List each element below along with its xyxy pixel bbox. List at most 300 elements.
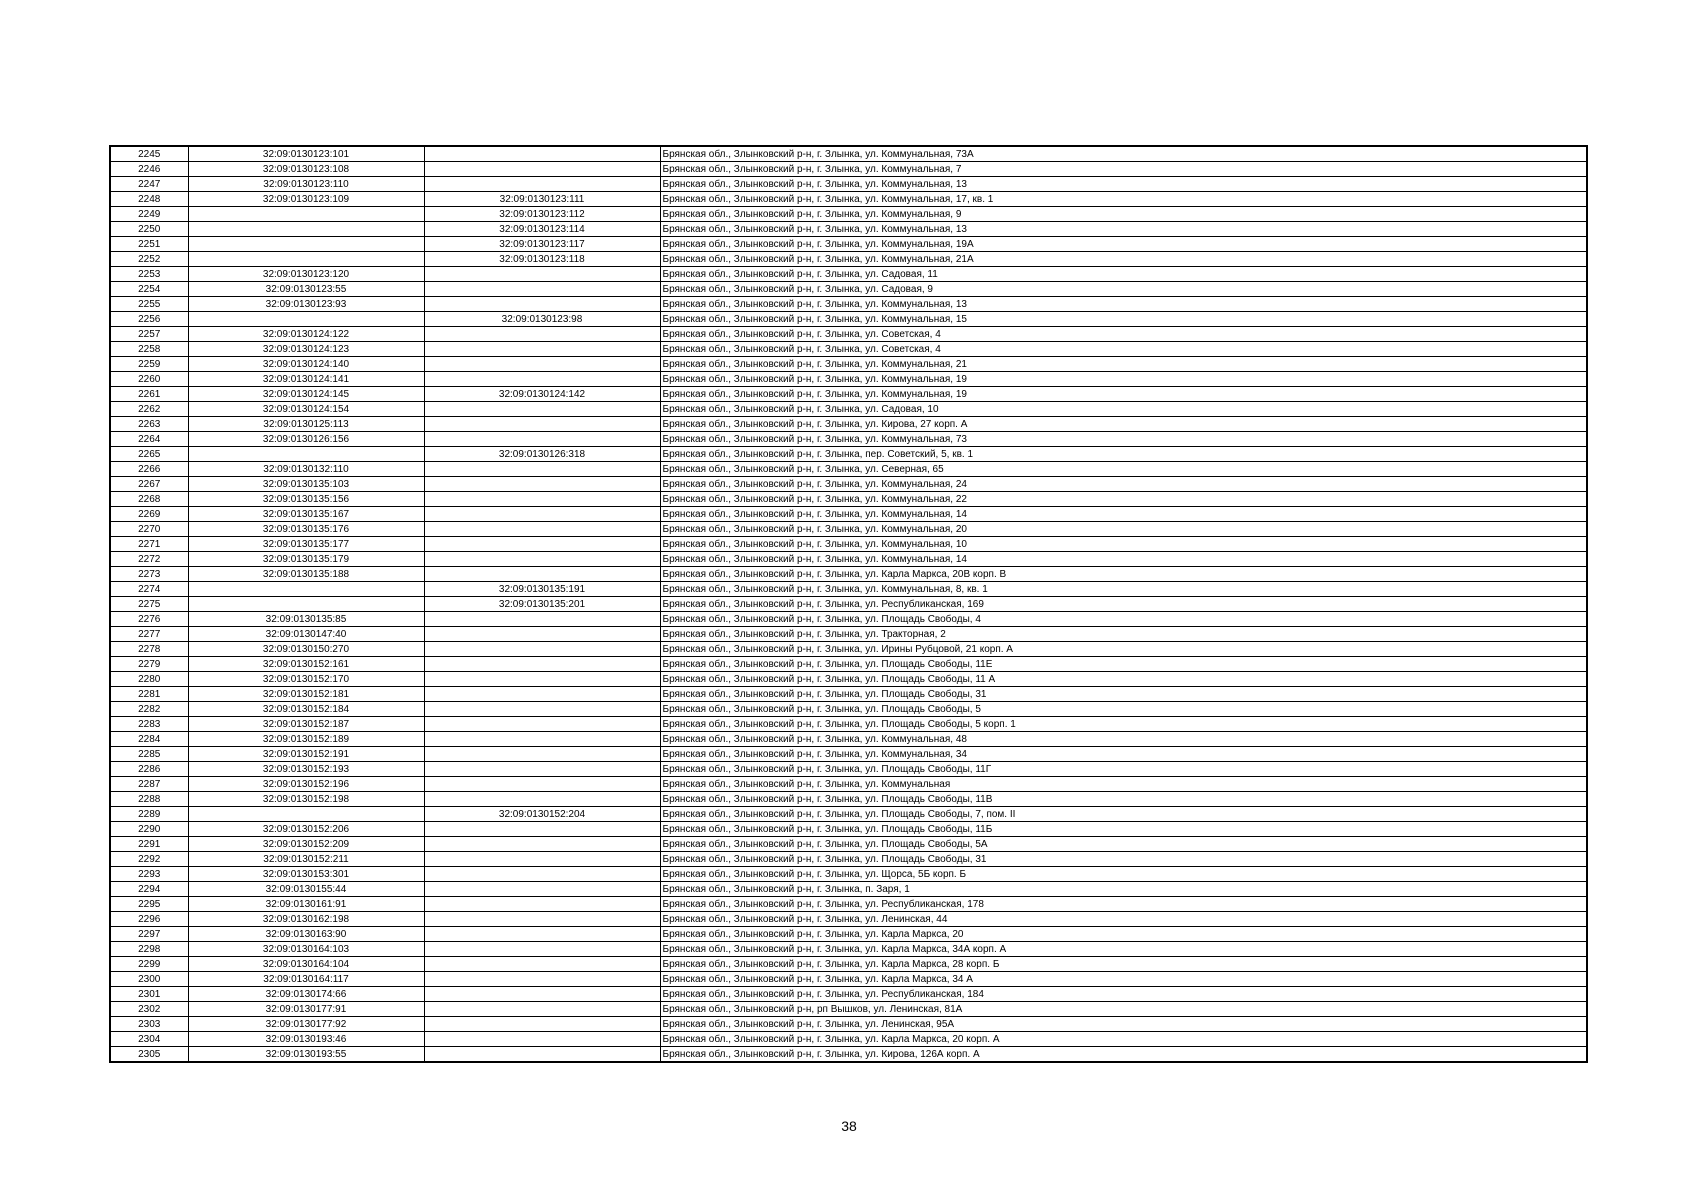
related-cadastral-number-cell xyxy=(424,657,660,672)
row-number-cell: 2303 xyxy=(110,1017,188,1032)
related-cadastral-number-cell xyxy=(424,642,660,657)
table-row xyxy=(110,597,1587,612)
address-cell: Брянская обл., Злынковский р-н, г. Злынка, ул. Площадь Свободы, 31 xyxy=(660,852,1587,867)
row-number-cell: 2256 xyxy=(110,312,188,327)
row-number-cell: 2296 xyxy=(110,912,188,927)
address-cell: Брянская обл., Злынковский р-н, г. Злынка, ул. Площадь Свободы, 11В xyxy=(660,792,1587,807)
row-number-cell: 2282 xyxy=(110,702,188,717)
row-number-cell: 2305 xyxy=(110,1047,188,1063)
row-number-cell: 2293 xyxy=(110,867,188,882)
table-body xyxy=(110,146,1587,1062)
address-cell: Брянская обл., Злынковский р-н, г. Злынка, ул. Карла Маркса, 28 корп. Б xyxy=(660,957,1587,972)
table-row xyxy=(110,1032,1587,1047)
cadastral-number-cell: 32:09:0130152:184 xyxy=(188,702,424,717)
row-number-cell: 2264 xyxy=(110,432,188,447)
address-cell: Брянская обл., Злынковский р-н, г. Злынка, ул. Коммунальная, 19 xyxy=(660,387,1587,402)
related-cadastral-number-cell xyxy=(424,162,660,177)
row-number-cell: 2271 xyxy=(110,537,188,552)
cadastral-number-cell: 32:09:0130193:46 xyxy=(188,1032,424,1047)
table-row xyxy=(110,477,1587,492)
table-row xyxy=(110,702,1587,717)
table-row xyxy=(110,537,1587,552)
cadastral-number-cell: 32:09:0130124:145 xyxy=(188,387,424,402)
address-cell: Брянская обл., Злынковский р-н, г. Злынка, ул. Площадь Свободы, 5А xyxy=(660,837,1587,852)
table-row xyxy=(110,146,1587,162)
address-cell: Брянская обл., Злынковский р-н, г. Злынка, ул. Советская, 4 xyxy=(660,342,1587,357)
row-number-cell: 2266 xyxy=(110,462,188,477)
address-cell: Брянская обл., Злынковский р-н, г. Злынка, ул. Площадь Свободы, 7, пом. II xyxy=(660,807,1587,822)
row-number-cell: 2290 xyxy=(110,822,188,837)
row-number-cell: 2302 xyxy=(110,1002,188,1017)
address-cell: Брянская обл., Злынковский р-н, г. Злынка, ул. Ирины Рубцовой, 21 корп. А xyxy=(660,642,1587,657)
related-cadastral-number-cell xyxy=(424,177,660,192)
row-number-cell: 2259 xyxy=(110,357,188,372)
related-cadastral-number-cell xyxy=(424,777,660,792)
cadastral-number-cell: 32:09:0130135:156 xyxy=(188,492,424,507)
related-cadastral-number-cell xyxy=(424,912,660,927)
table-row xyxy=(110,852,1587,867)
cadastral-number-cell: 32:09:0130135:103 xyxy=(188,477,424,492)
cadastral-number-cell: 32:09:0130177:92 xyxy=(188,1017,424,1032)
address-cell: Брянская обл., Злынковский р-н, г. Злынка, ул. Площадь Свободы, 4 xyxy=(660,612,1587,627)
table-row xyxy=(110,222,1587,237)
table-row xyxy=(110,267,1587,282)
cadastral-number-cell: 32:09:0130124:140 xyxy=(188,357,424,372)
table-row xyxy=(110,882,1587,897)
related-cadastral-number-cell xyxy=(424,297,660,312)
address-cell: Брянская обл., Злынковский р-н, г. Злынка, ул. Коммунальная, 19 xyxy=(660,372,1587,387)
row-number-cell: 2258 xyxy=(110,342,188,357)
related-cadastral-number-cell xyxy=(424,567,660,582)
cadastral-number-cell xyxy=(188,207,424,222)
related-cadastral-number-cell xyxy=(424,987,660,1002)
row-number-cell: 2287 xyxy=(110,777,188,792)
row-number-cell: 2289 xyxy=(110,807,188,822)
related-cadastral-number-cell xyxy=(424,1032,660,1047)
table-row xyxy=(110,657,1587,672)
row-number-cell: 2294 xyxy=(110,882,188,897)
cadastral-number-cell: 32:09:0130124:154 xyxy=(188,402,424,417)
table-row xyxy=(110,777,1587,792)
row-number-cell: 2260 xyxy=(110,372,188,387)
row-number-cell: 2252 xyxy=(110,252,188,267)
related-cadastral-number-cell xyxy=(424,897,660,912)
address-cell: Брянская обл., Злынковский р-н, г. Злынка, ул. Кирова, 126А корп. А xyxy=(660,1047,1587,1063)
cadastral-number-cell: 32:09:0130123:93 xyxy=(188,297,424,312)
table-row xyxy=(110,732,1587,747)
table-row xyxy=(110,612,1587,627)
cadastral-number-cell: 32:09:0130162:198 xyxy=(188,912,424,927)
address-cell: Брянская обл., Злынковский р-н, г. Злынка, пер. Советский, 5, кв. 1 xyxy=(660,447,1587,462)
table-row xyxy=(110,912,1587,927)
row-number-cell: 2288 xyxy=(110,792,188,807)
cadastral-number-cell: 32:09:0130152:170 xyxy=(188,672,424,687)
table-row xyxy=(110,762,1587,777)
table-row xyxy=(110,342,1587,357)
related-cadastral-number-cell xyxy=(424,417,660,432)
cadastral-number-cell: 32:09:0130124:122 xyxy=(188,327,424,342)
address-cell: Брянская обл., Злынковский р-н, г. Злынка, ул. Ленинская, 95А xyxy=(660,1017,1587,1032)
related-cadastral-number-cell xyxy=(424,762,660,777)
cadastral-number-cell: 32:09:0130123:110 xyxy=(188,177,424,192)
address-cell: Брянская обл., Злынковский р-н, г. Злынка, ул. Республиканская, 178 xyxy=(660,897,1587,912)
cadastral-number-cell: 32:09:0130150:270 xyxy=(188,642,424,657)
table-row xyxy=(110,942,1587,957)
cadastral-number-cell xyxy=(188,447,424,462)
table-row xyxy=(110,417,1587,432)
row-number-cell: 2304 xyxy=(110,1032,188,1047)
cadastral-number-cell: 32:09:0130153:301 xyxy=(188,867,424,882)
cadastral-number-cell xyxy=(188,252,424,267)
row-number-cell: 2281 xyxy=(110,687,188,702)
related-cadastral-number-cell xyxy=(424,1017,660,1032)
cadastral-number-cell: 32:09:0130152:196 xyxy=(188,777,424,792)
related-cadastral-number-cell xyxy=(424,882,660,897)
cadastral-register-table xyxy=(109,145,1588,1063)
address-cell: Брянская обл., Злынковский р-н, г. Злынка, ул. Коммунальная, 13 xyxy=(660,177,1587,192)
address-cell: Брянская обл., Злынковский р-н, г. Злынка, ул. Коммунальная, 19А xyxy=(660,237,1587,252)
address-cell: Брянская обл., Злынковский р-н, г. Злынка, ул. Коммунальная, 8, кв. 1 xyxy=(660,582,1587,597)
address-cell: Брянская обл., Злынковский р-н, г. Злынка, ул. Коммунальная, 10 xyxy=(660,537,1587,552)
table-row xyxy=(110,582,1587,597)
cadastral-number-cell: 32:09:0130161:91 xyxy=(188,897,424,912)
address-cell: Брянская обл., Злынковский р-н, г. Злынка, ул. Тракторная, 2 xyxy=(660,627,1587,642)
related-cadastral-number-cell xyxy=(424,957,660,972)
table-row xyxy=(110,462,1587,477)
cadastral-number-cell: 32:09:0130123:101 xyxy=(188,146,424,162)
address-cell: Брянская обл., Злынковский р-н, г. Злынка, ул. Площадь Свободы, 11 А xyxy=(660,672,1587,687)
related-cadastral-number-cell: 32:09:0130123:112 xyxy=(424,207,660,222)
cadastral-number-cell xyxy=(188,807,424,822)
related-cadastral-number-cell xyxy=(424,717,660,732)
cadastral-number-cell: 32:09:0130193:55 xyxy=(188,1047,424,1063)
address-cell: Брянская обл., Злынковский р-н, г. Злынка, ул. Площадь Свободы, 11Г xyxy=(660,762,1587,777)
address-cell: Брянская обл., Злынковский р-н, г. Злынка, ул. Коммунальная, 15 xyxy=(660,312,1587,327)
address-cell: Брянская обл., Злынковский р-н, г. Злынка, ул. Карла Маркса, 20В корп. В xyxy=(660,567,1587,582)
table-row xyxy=(110,807,1587,822)
row-number-cell: 2253 xyxy=(110,267,188,282)
address-cell: Брянская обл., Злынковский р-н, г. Злынка, ул. Коммунальная, 14 xyxy=(660,552,1587,567)
cadastral-number-cell xyxy=(188,582,424,597)
row-number-cell: 2277 xyxy=(110,627,188,642)
related-cadastral-number-cell xyxy=(424,432,660,447)
cadastral-number-cell: 32:09:0130177:91 xyxy=(188,1002,424,1017)
row-number-cell: 2286 xyxy=(110,762,188,777)
address-cell: Брянская обл., Злынковский р-н, рп Вышков, ул. Ленинская, 81А xyxy=(660,1002,1587,1017)
cadastral-number-cell: 32:09:0130152:187 xyxy=(188,717,424,732)
related-cadastral-number-cell xyxy=(424,357,660,372)
row-number-cell: 2285 xyxy=(110,747,188,762)
related-cadastral-number-cell: 32:09:0130124:142 xyxy=(424,387,660,402)
cadastral-number-cell: 32:09:0130135:167 xyxy=(188,507,424,522)
cadastral-number-cell: 32:09:0130152:209 xyxy=(188,837,424,852)
cadastral-number-cell: 32:09:0130123:108 xyxy=(188,162,424,177)
related-cadastral-number-cell: 32:09:0130123:111 xyxy=(424,192,660,207)
related-cadastral-number-cell: 32:09:0130123:98 xyxy=(424,312,660,327)
table-row xyxy=(110,297,1587,312)
cadastral-number-cell: 32:09:0130124:123 xyxy=(188,342,424,357)
address-cell: Брянская обл., Злынковский р-н, г. Злынка, ул. Площадь Свободы, 11Е xyxy=(660,657,1587,672)
table-row xyxy=(110,312,1587,327)
row-number-cell: 2257 xyxy=(110,327,188,342)
table-row xyxy=(110,372,1587,387)
cadastral-number-cell: 32:09:0130152:211 xyxy=(188,852,424,867)
table-row xyxy=(110,522,1587,537)
related-cadastral-number-cell xyxy=(424,687,660,702)
related-cadastral-number-cell: 32:09:0130135:191 xyxy=(424,582,660,597)
related-cadastral-number-cell xyxy=(424,327,660,342)
table-row xyxy=(110,927,1587,942)
table-row xyxy=(110,687,1587,702)
cadastral-number-cell: 32:09:0130125:113 xyxy=(188,417,424,432)
related-cadastral-number-cell xyxy=(424,747,660,762)
cadastral-number-cell: 32:09:0130152:198 xyxy=(188,792,424,807)
address-cell: Брянская обл., Злынковский р-н, г. Злынка, ул. Советская, 4 xyxy=(660,327,1587,342)
cadastral-number-cell: 32:09:0130152:161 xyxy=(188,657,424,672)
page-number: 38 xyxy=(841,1118,857,1134)
cadastral-number-cell: 32:09:0130123:55 xyxy=(188,282,424,297)
row-number-cell: 2272 xyxy=(110,552,188,567)
table-row xyxy=(110,792,1587,807)
address-cell: Брянская обл., Злынковский р-н, г. Злынка, ул. Площадь Свободы, 5 корп. 1 xyxy=(660,717,1587,732)
address-cell: Брянская обл., Злынковский р-н, г. Злынка, ул. Коммунальная, 13 xyxy=(660,222,1587,237)
cadastral-number-cell: 32:09:0130155:44 xyxy=(188,882,424,897)
cadastral-number-cell xyxy=(188,312,424,327)
address-cell: Брянская обл., Злынковский р-н, г. Злынка, ул. Карла Маркса, 20 xyxy=(660,927,1587,942)
related-cadastral-number-cell: 32:09:0130123:117 xyxy=(424,237,660,252)
table-row xyxy=(110,402,1587,417)
address-cell: Брянская обл., Злынковский р-н, г. Злынка, ул. Карла Маркса, 34А корп. А xyxy=(660,942,1587,957)
row-number-cell: 2249 xyxy=(110,207,188,222)
related-cadastral-number-cell: 32:09:0130135:201 xyxy=(424,597,660,612)
address-cell: Брянская обл., Злынковский р-н, г. Злынка, ул. Коммунальная, 20 xyxy=(660,522,1587,537)
cadastral-number-cell: 32:09:0130135:176 xyxy=(188,522,424,537)
table-row xyxy=(110,357,1587,372)
cadastral-number-cell: 32:09:0130135:188 xyxy=(188,567,424,582)
related-cadastral-number-cell xyxy=(424,627,660,642)
row-number-cell: 2268 xyxy=(110,492,188,507)
address-cell: Брянская обл., Злынковский р-н, г. Злынка, ул. Коммунальная, 21 xyxy=(660,357,1587,372)
related-cadastral-number-cell xyxy=(424,822,660,837)
table-row xyxy=(110,207,1587,222)
row-number-cell: 2298 xyxy=(110,942,188,957)
cadastral-number-cell: 32:09:0130135:177 xyxy=(188,537,424,552)
row-number-cell: 2300 xyxy=(110,972,188,987)
row-number-cell: 2301 xyxy=(110,987,188,1002)
table-row xyxy=(110,162,1587,177)
table-row xyxy=(110,822,1587,837)
row-number-cell: 2263 xyxy=(110,417,188,432)
cadastral-number-cell: 32:09:0130164:104 xyxy=(188,957,424,972)
row-number-cell: 2255 xyxy=(110,297,188,312)
cadastral-number-cell: 32:09:0130163:90 xyxy=(188,927,424,942)
table-row xyxy=(110,432,1587,447)
row-number-cell: 2297 xyxy=(110,927,188,942)
row-number-cell: 2274 xyxy=(110,582,188,597)
related-cadastral-number-cell xyxy=(424,672,660,687)
address-cell: Брянская обл., Злынковский р-н, г. Злынка, ул. Коммунальная, 24 xyxy=(660,477,1587,492)
address-cell: Брянская обл., Злынковский р-н, г. Злынка, ул. Карла Маркса, 34 А xyxy=(660,972,1587,987)
table-row xyxy=(110,867,1587,882)
cadastral-number-cell: 32:09:0130152:189 xyxy=(188,732,424,747)
address-cell: Брянская обл., Злынковский р-н, г. Злынка, ул. Садовая, 9 xyxy=(660,282,1587,297)
row-number-cell: 2275 xyxy=(110,597,188,612)
address-cell: Брянская обл., Злынковский р-н, г. Злынка, ул. Коммунальная, 7 xyxy=(660,162,1587,177)
cadastral-number-cell xyxy=(188,597,424,612)
row-number-cell: 2262 xyxy=(110,402,188,417)
cadastral-number-cell: 32:09:0130123:109 xyxy=(188,192,424,207)
related-cadastral-number-cell xyxy=(424,462,660,477)
cadastral-number-cell: 32:09:0130123:120 xyxy=(188,267,424,282)
table-row xyxy=(110,567,1587,582)
address-cell: Брянская обл., Злынковский р-н, г. Злынка, ул. Коммунальная, 34 xyxy=(660,747,1587,762)
related-cadastral-number-cell xyxy=(424,1002,660,1017)
cadastral-number-cell: 32:09:0130152:181 xyxy=(188,687,424,702)
address-cell: Брянская обл., Злынковский р-н, г. Злынка, ул. Коммунальная, 21А xyxy=(660,252,1587,267)
row-number-cell: 2299 xyxy=(110,957,188,972)
related-cadastral-number-cell xyxy=(424,942,660,957)
table-row xyxy=(110,642,1587,657)
table-row xyxy=(110,987,1587,1002)
related-cadastral-number-cell xyxy=(424,612,660,627)
cadastral-number-cell: 32:09:0130126:156 xyxy=(188,432,424,447)
table-row xyxy=(110,972,1587,987)
table-row xyxy=(110,507,1587,522)
related-cadastral-number-cell xyxy=(424,552,660,567)
related-cadastral-number-cell xyxy=(424,792,660,807)
address-cell: Брянская обл., Злынковский р-н, г. Злынка, ул. Республиканская, 184 xyxy=(660,987,1587,1002)
address-cell: Брянская обл., Злынковский р-н, г. Злынка, ул. Коммунальная, 73А xyxy=(660,146,1587,162)
row-number-cell: 2254 xyxy=(110,282,188,297)
table-row xyxy=(110,492,1587,507)
row-number-cell: 2261 xyxy=(110,387,188,402)
related-cadastral-number-cell xyxy=(424,146,660,162)
address-cell: Брянская обл., Злынковский р-н, г. Злынка, ул. Карла Маркса, 20 корп. А xyxy=(660,1032,1587,1047)
row-number-cell: 2245 xyxy=(110,146,188,162)
row-number-cell: 2251 xyxy=(110,237,188,252)
related-cadastral-number-cell xyxy=(424,477,660,492)
cadastral-number-cell: 32:09:0130152:191 xyxy=(188,747,424,762)
table-row xyxy=(110,282,1587,297)
address-cell: Брянская обл., Злынковский р-н, г. Злынка, ул. Площадь Свободы, 31 xyxy=(660,687,1587,702)
address-cell: Брянская обл., Злынковский р-н, г. Злынка, ул. Коммунальная, 17, кв. 1 xyxy=(660,192,1587,207)
cadastral-number-cell: 32:09:0130135:85 xyxy=(188,612,424,627)
address-cell: Брянская обл., Злынковский р-н, г. Злынка, ул. Садовая, 11 xyxy=(660,267,1587,282)
address-cell: Брянская обл., Злынковский р-н, г. Злынка, ул. Коммунальная, 13 xyxy=(660,297,1587,312)
related-cadastral-number-cell xyxy=(424,492,660,507)
cadastral-number-cell: 32:09:0130152:193 xyxy=(188,762,424,777)
cadastral-number-cell: 32:09:0130147:40 xyxy=(188,627,424,642)
related-cadastral-number-cell xyxy=(424,1047,660,1063)
address-cell: Брянская обл., Злынковский р-н, г. Злынка, ул. Ленинская, 44 xyxy=(660,912,1587,927)
row-number-cell: 2283 xyxy=(110,717,188,732)
table-row xyxy=(110,327,1587,342)
related-cadastral-number-cell: 32:09:0130123:118 xyxy=(424,252,660,267)
address-cell: Брянская обл., Злынковский р-н, г. Злынка, ул. Площадь Свободы, 5 xyxy=(660,702,1587,717)
row-number-cell: 2279 xyxy=(110,657,188,672)
cadastral-number-cell xyxy=(188,222,424,237)
related-cadastral-number-cell xyxy=(424,537,660,552)
table-row xyxy=(110,447,1587,462)
table-row xyxy=(110,897,1587,912)
row-number-cell: 2284 xyxy=(110,732,188,747)
related-cadastral-number-cell: 32:09:0130123:114 xyxy=(424,222,660,237)
address-cell: Брянская обл., Злынковский р-н, г. Злынка, ул. Щорса, 5Б корп. Б xyxy=(660,867,1587,882)
row-number-cell: 2276 xyxy=(110,612,188,627)
table-row xyxy=(110,747,1587,762)
table-row xyxy=(110,1002,1587,1017)
table-row xyxy=(110,192,1587,207)
row-number-cell: 2269 xyxy=(110,507,188,522)
table-row xyxy=(110,1047,1587,1063)
row-number-cell: 2270 xyxy=(110,522,188,537)
address-cell: Брянская обл., Злынковский р-н, г. Злынка, ул. Коммунальная xyxy=(660,777,1587,792)
row-number-cell: 2292 xyxy=(110,852,188,867)
table-row xyxy=(110,1017,1587,1032)
address-cell: Брянская обл., Злынковский р-н, г. Злынка, ул. Площадь Свободы, 11Б xyxy=(660,822,1587,837)
row-number-cell: 2246 xyxy=(110,162,188,177)
address-cell: Брянская обл., Злынковский р-н, г. Злынка, ул. Кирова, 27 корп. А xyxy=(660,417,1587,432)
cadastral-number-cell: 32:09:0130164:103 xyxy=(188,942,424,957)
related-cadastral-number-cell xyxy=(424,837,660,852)
related-cadastral-number-cell xyxy=(424,852,660,867)
related-cadastral-number-cell: 32:09:0130126:318 xyxy=(424,447,660,462)
related-cadastral-number-cell xyxy=(424,267,660,282)
row-number-cell: 2267 xyxy=(110,477,188,492)
row-number-cell: 2248 xyxy=(110,192,188,207)
cadastral-number-cell: 32:09:0130132:110 xyxy=(188,462,424,477)
address-cell: Брянская обл., Злынковский р-н, г. Злынка, ул. Коммунальная, 22 xyxy=(660,492,1587,507)
table-row xyxy=(110,387,1587,402)
table-row xyxy=(110,552,1587,567)
row-number-cell: 2250 xyxy=(110,222,188,237)
row-number-cell: 2278 xyxy=(110,642,188,657)
table-row xyxy=(110,177,1587,192)
row-number-cell: 2265 xyxy=(110,447,188,462)
address-cell: Брянская обл., Злынковский р-н, г. Злынка, ул. Коммунальная, 14 xyxy=(660,507,1587,522)
related-cadastral-number-cell xyxy=(424,342,660,357)
related-cadastral-number-cell xyxy=(424,372,660,387)
cadastral-number-cell: 32:09:0130124:141 xyxy=(188,372,424,387)
table-row xyxy=(110,837,1587,852)
row-number-cell: 2247 xyxy=(110,177,188,192)
related-cadastral-number-cell xyxy=(424,282,660,297)
cadastral-number-cell: 32:09:0130164:117 xyxy=(188,972,424,987)
table-row xyxy=(110,627,1587,642)
table-row xyxy=(110,672,1587,687)
related-cadastral-number-cell xyxy=(424,402,660,417)
related-cadastral-number-cell: 32:09:0130152:204 xyxy=(424,807,660,822)
cadastral-number-cell: 32:09:0130174:66 xyxy=(188,987,424,1002)
cadastral-number-cell xyxy=(188,237,424,252)
address-cell: Брянская обл., Злынковский р-н, г. Злынка, ул. Коммунальная, 73 xyxy=(660,432,1587,447)
address-cell: Брянская обл., Злынковский р-н, г. Злынка, п. Заря, 1 xyxy=(660,882,1587,897)
cadastral-number-cell: 32:09:0130152:206 xyxy=(188,822,424,837)
table-row xyxy=(110,957,1587,972)
related-cadastral-number-cell xyxy=(424,702,660,717)
related-cadastral-number-cell xyxy=(424,867,660,882)
address-cell: Брянская обл., Злынковский р-н, г. Злынка, ул. Садовая, 10 xyxy=(660,402,1587,417)
address-cell: Брянская обл., Злынковский р-н, г. Злынка, ул. Коммунальная, 9 xyxy=(660,207,1587,222)
cadastral-number-cell: 32:09:0130135:179 xyxy=(188,552,424,567)
table-row xyxy=(110,237,1587,252)
table-row xyxy=(110,252,1587,267)
related-cadastral-number-cell xyxy=(424,972,660,987)
address-cell: Брянская обл., Злынковский р-н, г. Злынка, ул. Республиканская, 169 xyxy=(660,597,1587,612)
address-cell: Брянская обл., Злынковский р-н, г. Злынка, ул. Северная, 65 xyxy=(660,462,1587,477)
row-number-cell: 2295 xyxy=(110,897,188,912)
row-number-cell: 2291 xyxy=(110,837,188,852)
